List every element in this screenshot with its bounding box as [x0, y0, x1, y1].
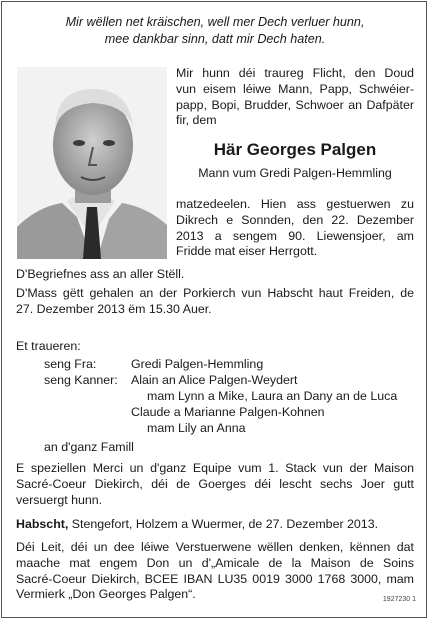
portrait-image [17, 67, 167, 259]
text-line: 2013 a sengem 90. Liewensjoer, am [176, 228, 414, 243]
reference-code: 1927230 1 [382, 596, 416, 603]
child-entry: mam Lynn a Mike, Laura an Dany an de Luca [147, 389, 398, 403]
deceased-name: Här Georges Palgen [213, 140, 377, 159]
text-line: Sacré-Coeur Diekirch, BCEE IBAN LU35 0019 3000 1768 3000, mam [16, 571, 414, 586]
text-line: 27. Dezember 2013 ëm 15.30 Auer. [16, 301, 212, 316]
text-line: E speziellen Merci un d'ganz Equipe vum 1. Stack vun der Maison [16, 461, 414, 475]
intro-text [176, 66, 414, 129]
death-text [176, 197, 414, 260]
family-line: an d'ganz Famill [44, 440, 134, 454]
child-entry: Claude a Marianne Palgen-Kohnen [131, 405, 325, 419]
text-line: fir, dem [176, 113, 217, 128]
text-line: papp, Bopi, Brudder, Schwoer an Dafpäter [176, 97, 414, 112]
portrait-photo [17, 67, 167, 259]
place-details: Stengefort, Holzem a Wuermer, de 27. Dezember 2013. [71, 517, 379, 531]
text-line: vun eisem léiwe Mann, Papp, Schwéier- [176, 81, 414, 96]
text-line: Fridde mat eiser Herrgott. [176, 244, 318, 259]
text-line: versuergt hunn. [16, 492, 103, 507]
text-line: Sacré-Coeur Diekirch, déi de Goerges déi lescht sechs Joer gutt [16, 476, 414, 491]
thanks-text [16, 461, 414, 508]
donation-text [16, 540, 414, 603]
text-line: D'Mass gëtt gehalen an der Porkierch vun Habscht haut Freiden, de [16, 285, 414, 300]
text-line: maache mat engem Don un d'„Amicale de la Maison de Soins [16, 555, 414, 570]
deceased-subtitle: Mann vum Gredi Palgen-Hemmling [198, 166, 392, 180]
children-label: seng Kanner: [44, 373, 118, 387]
wife-label: seng Fra: [44, 357, 97, 371]
wife-name: Gredi Palgen-Hemmling [131, 357, 264, 371]
funeral-info [16, 267, 414, 317]
place-name: Habscht, [16, 517, 69, 531]
text-line: D'Begriefnes ass an aller Stëll. [16, 267, 185, 281]
motto-line: Mir wëllen net kräischen, well mer Dech verluer hunn, [65, 15, 365, 29]
text-line: Mir hunn déi traureg Flicht, den Doud [176, 66, 414, 80]
text-line: Dikrech e Sonnden, den 22. Dezember [176, 212, 414, 227]
motto-line: mee dankbar sinn, datt mir Dech haten. [104, 32, 326, 46]
child-entry: Alain an Alice Palgen-Weydert [131, 373, 298, 387]
text-line: Vermierk „Don Georges Palgen“. [16, 587, 196, 602]
motto [0, 14, 430, 48]
child-entry: mam Lily an Anna [147, 421, 246, 435]
place-date-line [16, 517, 378, 533]
text-line: Déi Leit, déi un dee léiwe Verstuerwene wëllen denken, kënnen dat [16, 540, 414, 554]
mourners-intro: Et traueren: [16, 339, 81, 353]
text-line: matzedeelen. Hien ass gestuerwen zu [176, 197, 414, 211]
